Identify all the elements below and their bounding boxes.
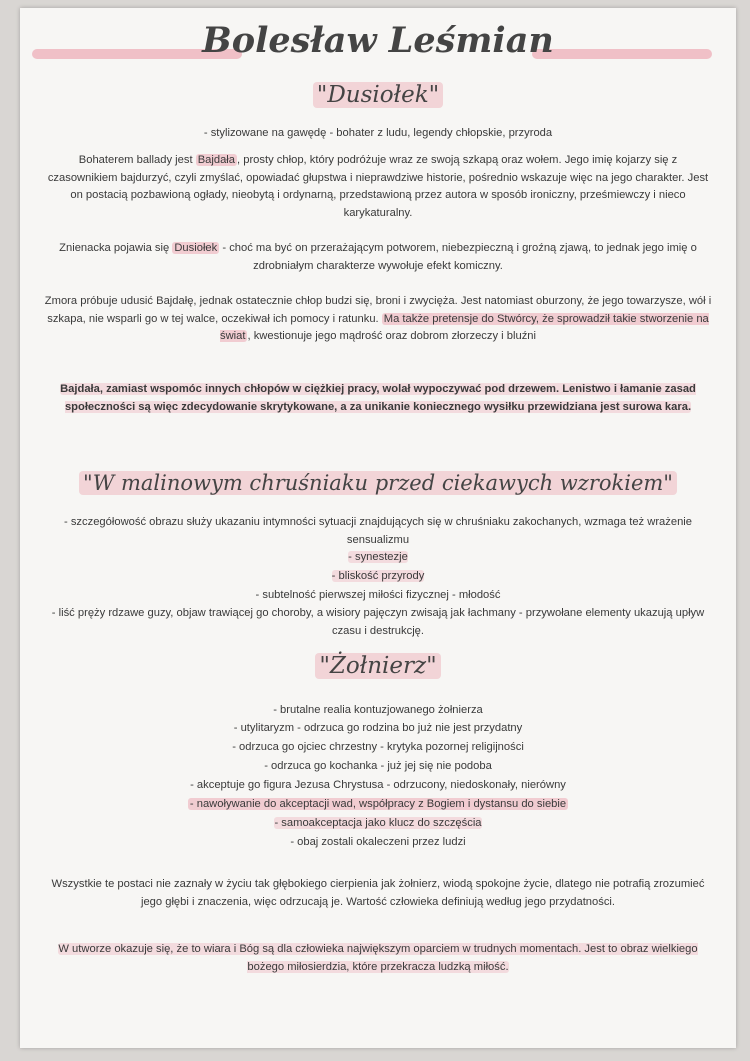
page-title: Bolesław Leśmian	[202, 20, 554, 61]
zolnierz-line-4: - odrzuca go kochanka - już jej się nie podoba	[264, 760, 492, 772]
chrusniak-line-3: - bliskość przyrody	[331, 570, 425, 582]
zolnierz-line-5: - akceptuje go figura Jezusa Chrystusa - odrzucony, niedoskonały, nierówny	[190, 779, 566, 791]
dusiolek-paragraph-2: Znienacka pojawia się Dusiołek - choć ma być on przerażającym potworem, niebezpieczną i groźną zjawą, to jednak jego imię o zdrobniałym charakterze wywołuje efekt komiczny.	[59, 242, 697, 272]
chrusniak-line-5: - liść pręży rdzawe guzy, objaw trawiącej go choroby, a wisiory pajęczyn zwisają jak łachmany - przywołane elementy ukazują upływ czasu i destrukcję.	[51, 607, 705, 637]
section-heading-zolnierz: "Żołnierz"	[20, 653, 736, 679]
zolnierz-line-1: - brutalne realia kontuzjowanego żołnierza	[273, 704, 483, 716]
chrusniak-line-2: - synestezje	[348, 551, 408, 563]
zolnierz-line-6: - nawoływanie do akceptacji wad, współpracy z Bogiem i dystansu do siebie	[189, 798, 567, 810]
highlight-bajdala: Bajdała	[197, 154, 236, 166]
zolnierz-line-7: - samoakceptacja jako klucz do szczęścia	[274, 817, 482, 829]
zolnierz-line-2: - utylitaryzm - odrzuca go rodzina bo już nie jest przydatny	[233, 722, 523, 734]
dusiolek-paragraph-1: Bohaterem ballady jest Bajdała , prosty chłop, który podróżuje wraz ze swoją szkapą oraz wołem. Jego imię kojarzy się z czasownikiem bajdurzyć, czyli zmyślać, opowiadać głupstwa i nieprawdziwe historie, pośrednio wskazuje więc na jego charakter. Jest on postacią pozbawioną ogłady, nieobytą i ordynarną, przedstawioną przez autora w sposób ironiczny, prześmiewczy i nieco karykaturalny.	[47, 154, 709, 219]
closing-paragraph-1: Wszystkie te postaci nie zaznały w życiu tak głębokiego cierpienia jak żołnierz, wiodą spokojne życie, dlatego nie potrafią zrozumieć jego głębi i znaczenia, więc odrzucają je. Wartość człowieka definiują według jego przydatności.	[51, 878, 705, 908]
section-heading-dusiolek: "Dusiołek"	[20, 82, 736, 108]
section-heading-chrusniak: "W malinowym chruśniaku przed ciekawych wzrokiem"	[20, 471, 736, 495]
dusiolek-intro: - stylizowane na gawędę - bohater z ludu, legendy chłopskie, przyroda	[203, 127, 553, 139]
title-block	[20, 20, 736, 74]
highlight-pretensje: Ma także pretensje do Stwórcy, że sprowadził takie stworzenie na świat	[219, 312, 709, 342]
chrusniak-line-4: - subtelność pierwszej miłości fizycznej - młodość	[255, 589, 501, 601]
closing-paragraph-2: W utworze okazuje się, że to wiara i Bóg są dla człowieka największym oparciem w trudnych momentach. Jest to obraz wielkiego bożego miłosierdzia, które przekracza ludzką miłość.	[58, 943, 698, 973]
zolnierz-line-3: - odrzuca go ojciec chrzestny - krytyka pozornej religijności	[232, 741, 524, 753]
note-page	[20, 8, 736, 1048]
dusiolek-moral: Bajdała, zamiast wspomóc innych chłopów w ciężkiej pracy, wolał wypoczywać pod drzewem. Lenistwo i łamanie zasad społeczności są więc zdecydowanie skrytykowane, a za unikanie koniecznego wysiłku przewidziana jest surowa kara.	[60, 383, 696, 413]
dusiolek-paragraph-3: Zmora próbuje udusić Bajdałę, jednak ostatecznie chłop budzi się, broni i zwycięża. Jest natomiast oburzony, że jego towarzysze, wół i szkapa, nie wsparli go w tej walce, oczekiwał ich pomocy i ratunku. Ma także pretensje do Stwórcy, że sprowadził takie stworzenie na świat , kwestionuje jego mądrość oraz dobrom złorzeczy i bluźni	[44, 295, 712, 342]
highlight-dusiolek: Dusiołek	[174, 242, 218, 254]
chrusniak-line-1: - szczegółowość obrazu służy ukazaniu intymności sytuacji znajdujących się w chruśniaku zakochanych, wzmaga też wrażenie sensualizmu	[63, 516, 693, 546]
zolnierz-line-8: - obaj zostali okaleczeni przez ludzi	[290, 836, 466, 848]
